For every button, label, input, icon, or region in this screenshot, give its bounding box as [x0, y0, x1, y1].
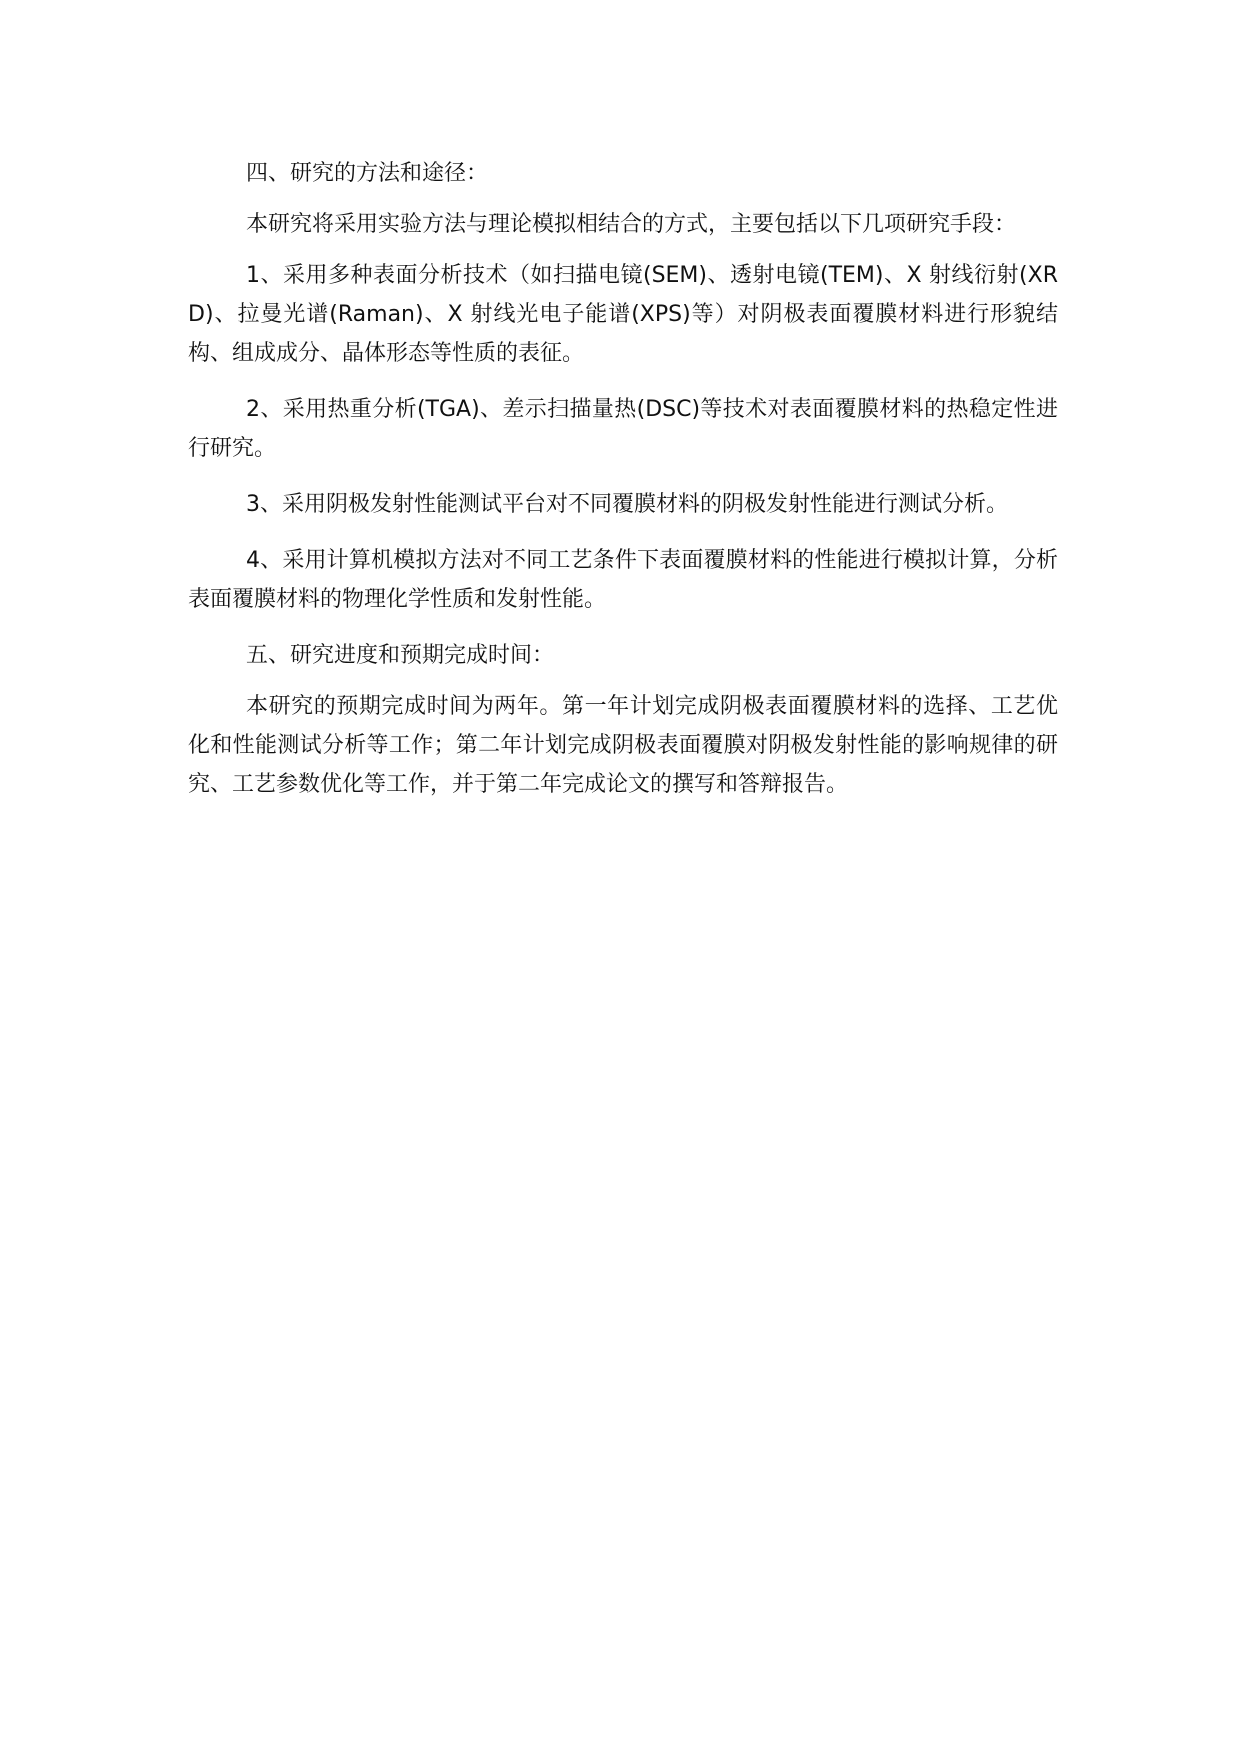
method-item-4: 4、采用计算机模拟方法对不同工艺条件下表面覆膜材料的性能进行模拟计算，分析表面覆膜材料的物理化学性质和发射性能。	[188, 548, 1058, 612]
method-item-1: 1、采用多种表面分析技术（如扫描电镜(SEM)、透射电镜(TEM)、X 射线衍射(XRD)、拉曼光谱(Raman)、X 射线光电子能谱(XPS)等）对阴极表面覆膜材料进行形貌结构、组成成分、晶体形态等性质的表征。	[188, 263, 1058, 366]
section5-body: 本研究的预期完成时间为两年。第一年计划完成阴极表面覆膜材料的选择、工艺优化和性能测试分析等工作；第二年计划完成阴极表面覆膜对阴极发射性能的影响规律的研究、工艺参数优化等工作，并于第二年完成论文的撰写和答辩报告。	[188, 694, 1058, 797]
section5-heading: 五、研究进度和预期完成时间：	[246, 643, 555, 668]
method-item-3: 3、采用阴极发射性能测试平台对不同覆膜材料的阴极发射性能进行测试分析。	[246, 492, 1008, 517]
section4-heading: 四、研究的方法和途径：	[246, 161, 489, 186]
document-body	[188, 154, 1058, 804]
section4-intro: 本研究将采用实验方法与理论模拟相结合的方式，主要包括以下几项研究手段：	[246, 212, 1017, 237]
method-item-2: 2、采用热重分析(TGA)、差示扫描量热(DSC)等技术对表面覆膜材料的热稳定性进行研究。	[188, 397, 1058, 461]
